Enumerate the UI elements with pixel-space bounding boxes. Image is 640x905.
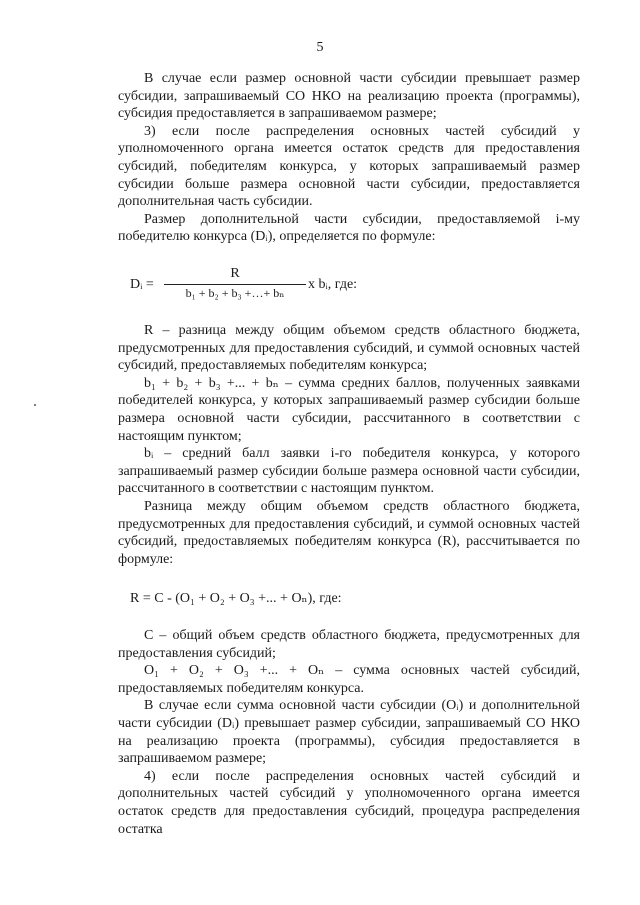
paragraph: 3) если после распределения основных частей субсидий у уполномоченного органа имеется остаток средств для предоставления субсидий, победителям конкурса, у которых запрашиваемый размер субсидии больше размера основной части субсидии, предоставляется дополнительная часть субсидии. bbox=[118, 123, 580, 210]
paragraph: O₁ + O₂ + O₃ +... + Oₙ – сумма основных частей субсидий, предоставляемых победителям конкурса. bbox=[118, 663, 580, 696]
text-block-2 bbox=[118, 322, 580, 568]
paragraph: Размер дополнительной части субсидии, предоставляемой i-му победителю конкурса (Dᵢ), определяется по формуле: bbox=[118, 211, 580, 245]
formula-lhs: Dᵢ = bbox=[130, 277, 154, 292]
formula-fraction bbox=[164, 266, 306, 301]
text-block-3 bbox=[118, 627, 580, 838]
formula-denominator: b₁ + b₂ + b₃ +…+ bₙ bbox=[185, 286, 285, 300]
paragraph: В случае если размер основной части субсидии превышает размер субсидии, запрашиваемый СО НКО на реализацию проекта (программы), субсидия предоставляется в запрашиваемом размере; bbox=[118, 71, 580, 122]
paragraph: C – общий объем средств областного бюджета, предусмотренных для предоставления субсидий; bbox=[118, 628, 580, 661]
paragraph: bᵢ – средний балл заявки i-го победителя конкурса, у которого запрашиваемый размер субсидии больше размера основной части субсидии, рассчитанного в соответствии с настоящим пунктом. bbox=[118, 446, 580, 497]
paragraph: 4) если после распределения основных частей субсидий и дополнительных частей субсидий у уполномоченного органа имеется остаток средств для предоставления субсидий, процедура распределения остатка bbox=[118, 768, 580, 837]
text-block-1 bbox=[118, 70, 580, 246]
formula-r: R = C - (O₁ + O₂ + O₃ +... + Oₙ), где: bbox=[130, 591, 342, 606]
fraction-bar bbox=[164, 284, 306, 285]
formula-numerator: R bbox=[230, 266, 240, 281]
formula-rhs: x bᵢ, где: bbox=[308, 277, 358, 292]
paragraph: В случае если сумма основной части субсидии (Oᵢ) и дополнительной части субсидии (Dᵢ) превышает размер субсидии, запрашиваемый СО НКО на реализацию проекта (программы), субсидия предоставляется в запрашиваемом размере; bbox=[118, 698, 580, 767]
page-number: 5 bbox=[316, 40, 324, 55]
scan-speck bbox=[34, 404, 36, 406]
paragraph: b₁ + b₂ + b₃ +... + bₙ – сумма средних баллов, полученных заявками победителей конкурса, у которых запрашиваемый размер субсидии больше размера основной части субсидии, рассчитанного в соответствии с настоящим пунктом; bbox=[118, 375, 580, 444]
paragraph: R – разница между общим объемом средств областного бюджета, предусмотренных для предоставления субсидий, и суммой основных частей субсидий, предоставляемых победителям конкурса; bbox=[118, 323, 580, 374]
paragraph: Разница между общим объемом средств областного бюджета, предусмотренных для предоставления субсидий, и суммой основных частей субсидий, предоставляемых победителям конкурса (R), рассчитывается по формуле: bbox=[118, 498, 580, 567]
